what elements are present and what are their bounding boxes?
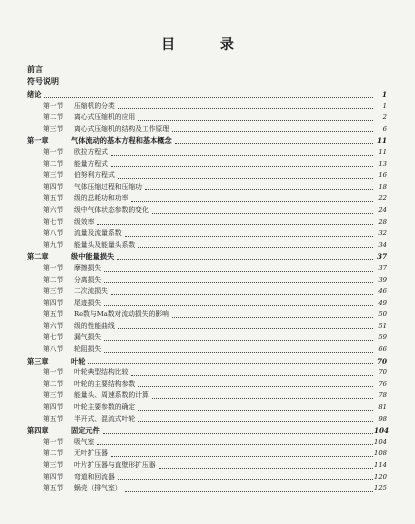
toc-section-row: [27, 182, 387, 194]
toc-entry-title: 二次流损失: [74, 287, 108, 296]
toc-entry-page: 11: [378, 147, 387, 156]
toc-dot-leader: [118, 328, 373, 329]
toc-entry-label: 第二节: [43, 113, 64, 122]
toc-entry-label: 第三节: [43, 171, 64, 180]
toc-list: [27, 89, 390, 495]
toc-entry-page: 37: [376, 252, 387, 262]
toc-entry-title: 能量方程式: [74, 159, 108, 168]
toc-entry-page: 125: [374, 484, 387, 493]
toc-entry-page: 59: [378, 333, 387, 342]
toc-section-row: [27, 379, 387, 391]
toc-section-row: [27, 263, 387, 275]
toc-entry-title: 叶轮的主要结构参数: [74, 379, 136, 388]
toc-dot-leader: [159, 468, 373, 469]
toc-entry-label: 第四节: [43, 403, 64, 412]
toc-entry-page: 37: [378, 263, 387, 272]
toc-dot-leader: [103, 433, 373, 434]
toc-entry-label: 第四节: [43, 182, 64, 191]
toc-entry-label: 第四节: [43, 298, 64, 307]
toc-chapter-row: [27, 89, 387, 101]
toc-section-row: [27, 390, 387, 402]
toc-dot-leader: [172, 131, 373, 132]
toc-entry-page: 104: [374, 426, 390, 436]
toc-section-row: [27, 472, 387, 484]
toc-entry-label: 第八节: [43, 345, 64, 354]
toc-entry-page: 16: [378, 171, 387, 180]
front-item-preface: 前言: [27, 64, 43, 74]
toc-dot-leader: [97, 444, 373, 445]
toc-section-row: [27, 344, 387, 356]
toc-entry-title: 流量及流量系数: [74, 229, 122, 238]
toc-entry-label: 第四节: [43, 472, 64, 481]
toc-section-row: [27, 159, 387, 171]
toc-entry-title: 能量头及能量头系数: [74, 240, 136, 249]
toc-entry-label: 第五节: [43, 310, 64, 319]
toc-entry-page: 22: [378, 194, 387, 203]
toc-entry-label: 第八节: [43, 229, 64, 238]
toc-entry-label: 第一节: [43, 101, 64, 110]
toc-entry-label: 第五节: [43, 414, 64, 423]
toc-entry-label: 第一节: [43, 368, 64, 377]
toc-entry-page: 81: [378, 403, 387, 412]
toc-section-row: [27, 240, 387, 252]
toc-section-row: [27, 193, 387, 205]
toc-entry-title: 叶轮: [71, 356, 86, 366]
toc-entry-label: 第五节: [43, 484, 64, 493]
toc-dot-leader: [152, 213, 373, 214]
toc-entry-label: 第一节: [43, 263, 64, 272]
toc-entry-page: 98: [378, 414, 387, 423]
toc-entry-title: 吸气室: [74, 437, 95, 446]
toc-section-row: [27, 298, 387, 310]
toc-section-row: [27, 367, 387, 379]
toc-section-row: [27, 112, 387, 124]
toc-entry-title: 欧拉方程式: [74, 147, 108, 156]
toc-entry-page: 28: [378, 217, 387, 226]
toc-entry-label: 第五节: [43, 194, 64, 203]
toc-entry-page: 50: [378, 310, 387, 319]
toc-entry-page: 18: [378, 182, 387, 191]
toc-dot-leader: [44, 97, 373, 98]
toc-dot-leader: [104, 352, 373, 353]
toc-entry-title: 蜗壳（排气室）: [74, 484, 122, 493]
toc-entry-title: 弯道和回流器: [74, 472, 115, 481]
toc-section-row: [27, 170, 387, 182]
toc-dot-leader: [118, 178, 373, 179]
toc-entry-label: 第二节: [43, 275, 64, 284]
toc-entry-label: 第二节: [43, 159, 64, 168]
toc-entry-page: 104: [374, 437, 387, 446]
toc-entry-label: 第二节: [43, 379, 64, 388]
toc-section-row: [27, 205, 387, 217]
toc-dot-leader: [97, 224, 373, 225]
toc-dot-leader: [138, 120, 373, 121]
toc-entry-title: 半开式、混流式叶轮: [74, 414, 136, 423]
toc-section-row: [27, 275, 387, 287]
toc-entry-page: 120: [374, 472, 387, 481]
toc-chapter-row: [27, 356, 387, 368]
toc-dot-leader: [152, 398, 373, 399]
toc-dot-leader: [131, 201, 373, 202]
toc-entry-page: 108: [374, 449, 387, 458]
toc-entry-label: 第一节: [43, 147, 64, 156]
toc-entry-title: 压缩机的分类: [74, 101, 115, 110]
toc-section-row: [27, 460, 387, 472]
toc-entry-title: 叶轮典型结构比较: [74, 368, 129, 377]
toc-entry-title: 级中气体状态参数的变化: [74, 205, 149, 214]
toc-section-row: [27, 483, 387, 495]
toc-entry-title: 绪论: [27, 90, 42, 99]
toc-entry-page: 34: [378, 240, 387, 249]
toc-entry-page: 70: [378, 368, 387, 377]
toc-entry-label: 第三节: [43, 287, 64, 296]
toc-chapter-row: [27, 251, 387, 263]
toc-entry-page: 1: [381, 90, 387, 99]
toc-entry-page: 46: [378, 287, 387, 296]
page-title: 目 录: [161, 37, 254, 53]
toc-entry-label: 第一节: [43, 437, 64, 446]
toc-dot-leader: [104, 282, 373, 283]
toc-entry-label: 第四章: [27, 426, 49, 436]
toc-entry-label: 第三节: [43, 124, 64, 133]
toc-entry-title: 尾迹损失: [74, 298, 102, 307]
toc-section-row: [27, 414, 387, 426]
toc-entry-page: 78: [378, 391, 387, 400]
toc-section-row: [27, 437, 387, 449]
toc-section-row: [27, 228, 387, 240]
toc-entry-label: 第七节: [43, 333, 64, 342]
toc-entry-label: 第一章: [27, 136, 49, 146]
toc-entry-label: 第二章: [27, 252, 49, 262]
toc-entry-title: 轮阻损失: [74, 345, 102, 354]
toc-entry-title: 分离损失: [74, 275, 102, 284]
toc-entry-label: 第六节: [43, 321, 64, 330]
toc-entry-page: 24: [378, 205, 387, 214]
toc-dot-leader: [138, 410, 373, 411]
toc-entry-title: 离心式压缩机的结构及工作原理: [74, 124, 170, 133]
toc-entry-title: 气体流动的基本方程和基本概念: [71, 136, 172, 146]
toc-entry-title: 伯努利方程式: [74, 171, 115, 180]
toc-entry-page: 39: [378, 275, 387, 284]
toc-dot-leader: [111, 166, 373, 167]
toc-entry-label: 第三章: [27, 356, 49, 366]
toc-dot-leader: [175, 143, 373, 144]
toc-dot-leader: [88, 363, 373, 364]
toc-section-row: [27, 321, 387, 333]
toc-section-row: [27, 309, 387, 321]
toc-entry-page: 114: [374, 461, 387, 469]
toc-entry-title: 叶片扩压器与直壁形扩压器: [74, 461, 156, 469]
toc-entry-title: 级的总耗功和功率: [74, 194, 129, 203]
toc-entry-title: 离心式压缩机的应用: [74, 113, 136, 122]
toc-section-row: [27, 124, 387, 136]
toc-entry-title: 固定元件: [71, 426, 100, 436]
toc-entry-label: 第三节: [43, 391, 64, 400]
toc-dot-leader: [111, 456, 373, 457]
toc-entry-page: 49: [378, 298, 387, 307]
toc-dot-leader: [111, 155, 373, 156]
toc-dot-leader: [138, 421, 373, 422]
toc-entry-page: 6: [382, 124, 387, 133]
toc-dot-leader: [104, 340, 373, 341]
toc-entry-title: 摩擦损失: [74, 263, 102, 272]
toc-entry-label: 第九节: [43, 240, 64, 249]
toc-section-row: [27, 286, 387, 298]
toc-entry-page: 1: [382, 101, 387, 110]
toc-entry-label: 第七节: [43, 217, 64, 226]
toc-chapter-row: [27, 135, 387, 147]
toc-entry-page: 76: [378, 379, 387, 388]
toc-dot-leader: [138, 247, 373, 248]
toc-entry-title: Re数与Ma数对流动损失的影响: [74, 310, 169, 319]
toc-entry-title: 级效率: [74, 217, 95, 226]
toc-entry-label: 第三节: [43, 461, 64, 469]
toc-entry-page: 13: [378, 159, 387, 168]
toc-entry-page: 70: [376, 356, 387, 366]
toc-section-row: [27, 402, 387, 414]
toc-entry-title: 漏气损失: [74, 333, 102, 342]
toc-entry-title: 级中能量损失: [71, 252, 115, 262]
toc-entry-label: 第六节: [43, 205, 64, 214]
toc-chapter-row: [27, 425, 390, 437]
toc-entry-page: 11: [376, 136, 387, 146]
toc-entry-page: 2: [382, 113, 387, 122]
toc-dot-leader: [138, 386, 373, 387]
front-item-symbols: 符号说明: [27, 76, 59, 86]
toc-section-row: [27, 332, 387, 344]
toc-dot-leader: [172, 317, 373, 318]
toc-section-row: [27, 101, 387, 113]
toc-entry-page: 51: [378, 321, 387, 330]
toc-dot-leader: [118, 479, 373, 480]
toc-entry-title: 级的性能曲线: [74, 321, 115, 330]
toc-section-row: [27, 147, 387, 159]
toc-entry-title: 叶轮主要参数的确定: [74, 403, 136, 412]
toc-section-row: [27, 217, 387, 229]
toc-dot-leader: [131, 375, 373, 376]
toc-section-row: [27, 448, 387, 460]
toc-dot-leader: [117, 259, 373, 260]
toc-dot-leader: [104, 305, 373, 306]
toc-entry-title: 能量头、周速系数的计算: [74, 391, 149, 400]
toc-entry-title: 无叶扩压器: [74, 449, 108, 458]
toc-entry-title: 气体压缩过程和压缩功: [74, 182, 142, 191]
toc-dot-leader: [118, 108, 373, 109]
toc-dot-leader: [145, 189, 373, 190]
toc-dot-leader: [125, 491, 373, 492]
toc-entry-page: 66: [378, 345, 387, 354]
toc-dot-leader: [125, 236, 373, 237]
toc-dot-leader: [104, 271, 373, 272]
toc-dot-leader: [111, 294, 373, 295]
toc-entry-page: 32: [378, 229, 387, 238]
toc-entry-label: 第二节: [43, 449, 64, 458]
